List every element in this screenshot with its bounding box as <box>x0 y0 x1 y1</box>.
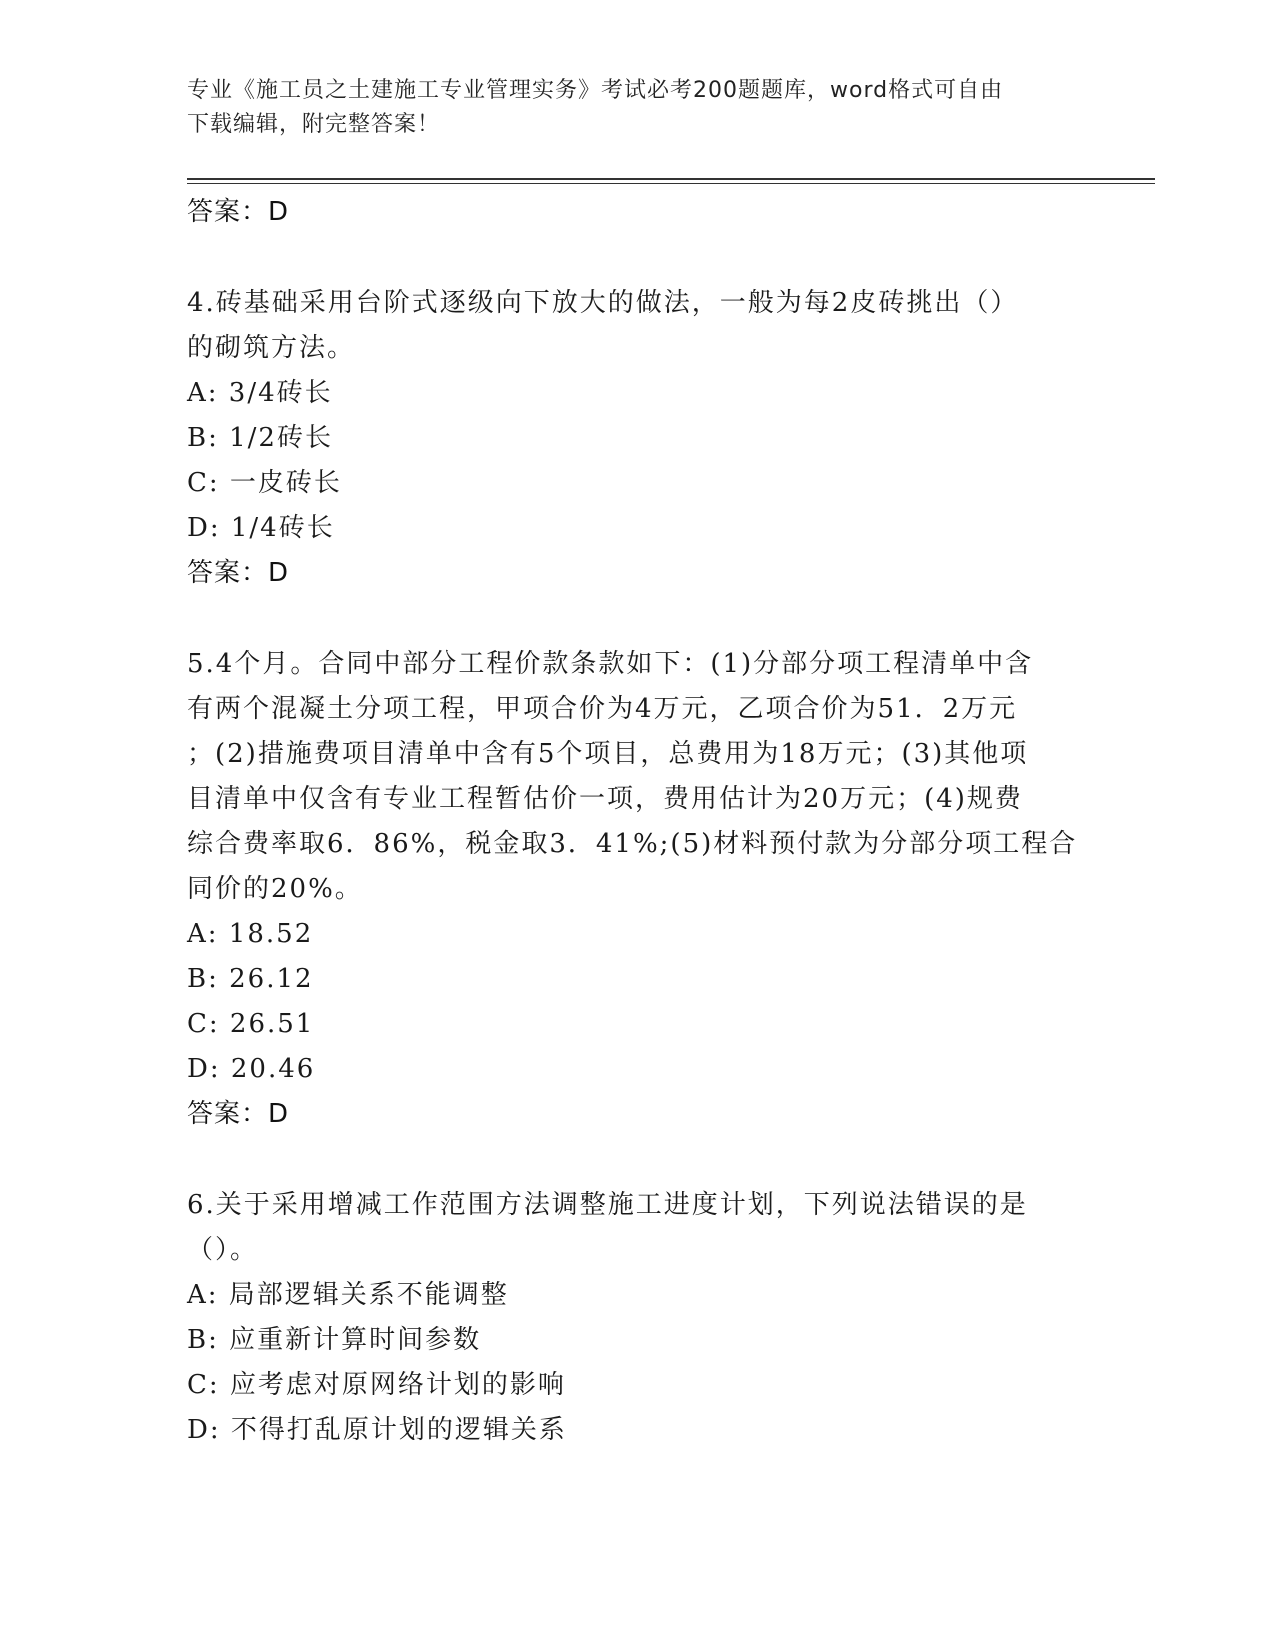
option-c: C: 26.51 <box>187 1009 315 1039</box>
question-stem-line: 的砌筑方法。 <box>187 333 356 363</box>
option-d: D: 1/4砖长 <box>187 513 335 543</box>
question-content <box>187 190 1087 1453</box>
question-stem-line: （）。 <box>187 1235 259 1265</box>
option-a: A: 18.52 <box>187 919 314 949</box>
spacer <box>187 1137 1087 1183</box>
question-block <box>187 281 1087 596</box>
option-d: D: 不得打乱原计划的逻辑关系 <box>187 1415 567 1445</box>
question-stem-line: 5.4个月。合同中部分工程价款条款如下：(1)分部分项工程清单中含 <box>187 649 1034 679</box>
option-b: B: 应重新计算时间参数 <box>187 1325 482 1355</box>
option-b: B: 26.12 <box>187 964 314 994</box>
question-stem-line: 有两个混凝土分项工程，甲项合价为4万元，乙项合价为51．2万元 <box>187 694 1018 724</box>
option-a: A: 3/4砖长 <box>187 378 333 408</box>
answer-label: 答案：D <box>187 558 290 588</box>
question-block <box>187 1183 1087 1453</box>
header-line-2: 下载编辑，附完整答案！ <box>187 112 441 137</box>
header-line-1: 专业《施工员之土建施工专业管理实务》考试必考200题题库，word格式可自由 <box>187 78 1004 103</box>
spacer <box>187 235 1087 281</box>
option-c: C: 应考虑对原网络计划的影响 <box>187 1370 566 1400</box>
answer-label: 答案：D <box>187 1099 290 1129</box>
spacer <box>187 596 1087 642</box>
header-rule-thin <box>187 183 1155 184</box>
question-block <box>187 642 1087 1137</box>
question-stem-line: ；(2)措施费项目清单中含有5个项目，总费用为18万元；(3)其他项 <box>187 739 1029 769</box>
answer-label: 答案：D <box>187 197 290 227</box>
option-d: D: 20.46 <box>187 1054 316 1084</box>
question-stem-line: 6.关于采用增减工作范围方法调整施工进度计划，下列说法错误的是 <box>187 1190 1028 1220</box>
option-a: A: 局部逻辑关系不能调整 <box>187 1280 509 1310</box>
question-stem-line: 同价的20%。 <box>187 874 363 904</box>
question-stem-line: 4.砖基础采用台阶式逐级向下放大的做法，一般为每2皮砖挑出（） <box>187 288 1019 318</box>
header-rule-thick <box>187 178 1155 180</box>
option-c: C: 一皮砖长 <box>187 468 342 498</box>
option-b: B: 1/2砖长 <box>187 423 333 453</box>
question-stem-line: 综合费率取6．86%，税金取3．41%;(5)材料预付款为分部分项工程合 <box>187 829 1078 859</box>
document-header <box>187 74 1067 142</box>
question-stem-line: 目清单中仅含有专业工程暂估价一项，费用估计为20万元；(4)规费 <box>187 784 1023 814</box>
